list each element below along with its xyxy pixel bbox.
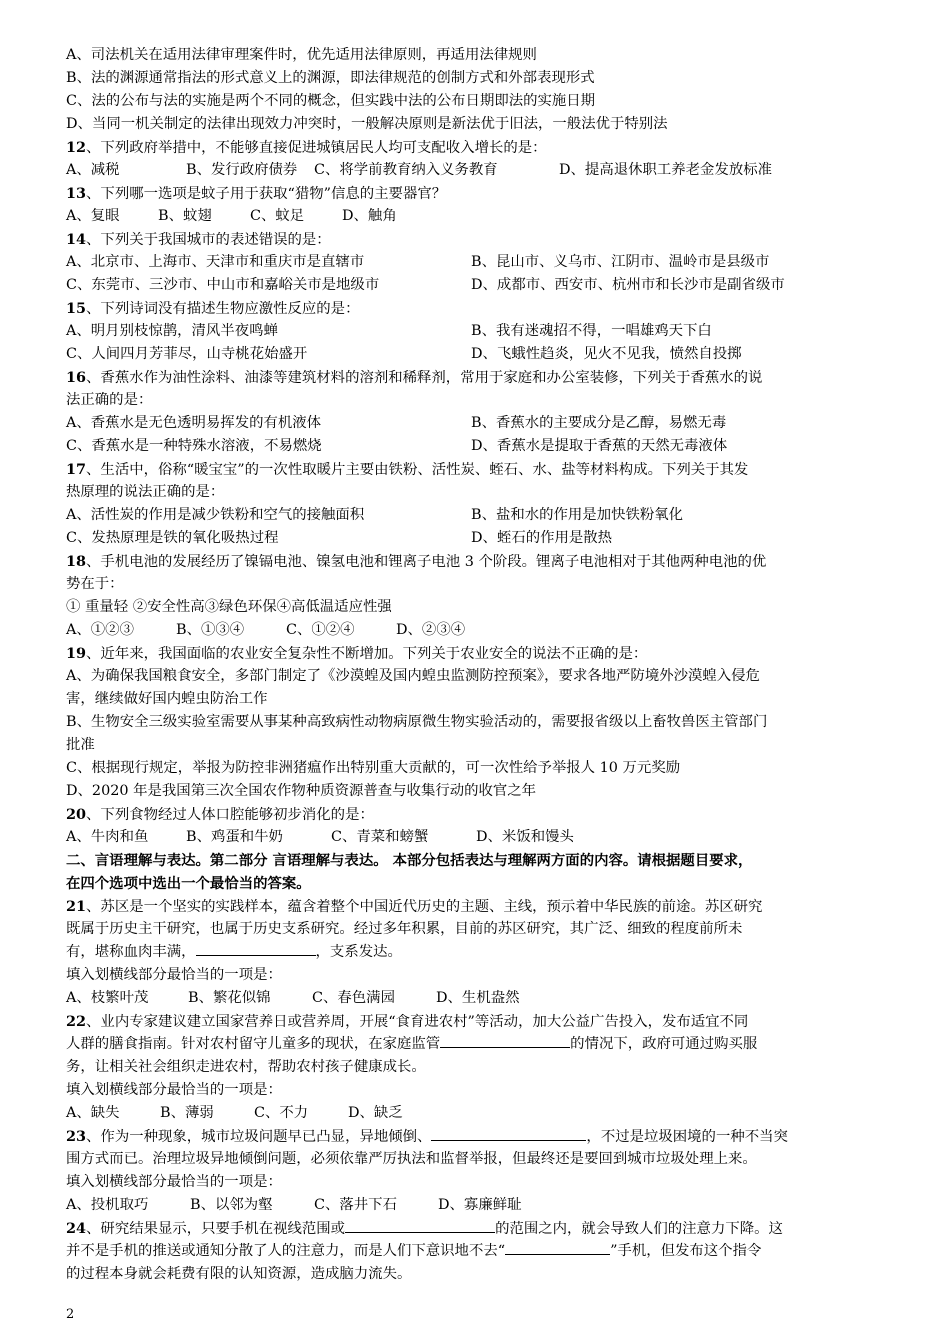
option-b: B、香蕉水的主要成分是乙醇，易燃无毒 [471,415,727,431]
question-15-options-row1 [66,320,886,343]
fill-blank [196,941,316,956]
option-a: A、减税 [66,162,120,178]
fill-blank [345,1218,495,1233]
question-21-line2: 既属于历史主干研究，也属于历史支系研究。经过多年积累，目前的苏区研究，其广泛、细致的程度前所未 [66,921,743,937]
option-b: B、生物安全三级实验室需要从事某种高致病性动物病原微生物实验活动的，需要报省级以上畜牧兽医主管部门 [66,714,768,730]
question-21-line3: 有，堪称血肉丰满， ，支系发达。 [66,941,886,964]
option-c: C、不力 [254,1105,309,1121]
option-a: A、缺失 [66,1105,120,1121]
question-21-stem [66,895,886,918]
question-13-options [66,205,886,228]
question-14-stem [66,228,886,251]
option-d: D、②③④ [396,622,466,638]
question-14-options-row2 [66,274,886,297]
option-b: B、蚊翅 [158,208,212,224]
question-20-options [66,826,886,849]
option-c: C、香蕉水是一种特殊水溶液，不易燃烧 [66,438,322,454]
section-heading-cont: 在四个选项中选出一个最恰当的答案。 [66,875,311,892]
question-14-options-row1 [66,251,886,274]
option-d: D、2020 年是我国第三次全国农作物种质资源普查与收集行动的收官之年 [66,783,537,799]
question-23-stem: 23、作为一种现象，城市垃圾问题早已凸显，异地倾倒、 ，不过是垃圾困境的一种不当突 [66,1128,788,1145]
option-d: D、飞蛾性趋炎，见火不见我，愤然自投掷 [471,346,742,362]
question-22-line2: 人群的膳食指南。针对农村留守儿童多的现状，在家庭监管 的情况下，政府可通过购买服 [66,1033,886,1056]
question-24-line3: 的过程本身就会耗费有限的认知资源，造成脑力流失。 [66,1266,412,1282]
page-number: 2 [66,1307,75,1322]
option-a-cont: 害，继续做好国内蝗虫防治工作 [66,691,268,707]
option-a: A、投机取巧 [66,1197,149,1213]
fill-blank [440,1033,570,1048]
question-number: 21 [66,898,87,915]
question-number: 22 [66,1013,87,1030]
option-c: C、东莞市、三沙市、中山市和嘉峪关市是地级市 [66,277,380,293]
option-a: A、①②③ [66,622,134,638]
question-19-stem [66,642,886,665]
question-18-stem-cont: 势在于： [66,576,124,592]
option-d: D、香蕉水是提取于香蕉的天然无毒液体 [471,438,728,454]
question-text: 、研究结果显示，只要手机在视线范围或 [86,1221,346,1237]
option-b-cont: 批准 [66,737,95,753]
option-b: B、薄弱 [160,1105,214,1121]
question-24-line2: 并不是手机的推送或通知分散了人的注意力，而是人们下意识地不去“ ”手机，但发布这个指令 [66,1240,886,1263]
option-b: B、盐和水的作用是加快铁粉氧化 [471,507,684,523]
question-17-options-row1 [66,504,886,527]
question-15-stem [66,297,886,320]
question-number: 19 [66,645,87,662]
question-text: 、下列哪一选项是蚊子用于获取“猎物”信息的主要器官？ [86,186,447,202]
question-21-options [66,987,886,1010]
fill-blank [431,1126,586,1141]
question-text: 、近年来，我国面临的农业安全复杂性不断增加。下列关于农业安全的说法不正确的是： [86,646,648,662]
option-c: C、蚊足 [250,208,305,224]
question-18-stem [66,550,886,573]
question-16-stem-cont: 法正确的是： [66,392,153,408]
question-text: 、手机电池的发展经历了镍镉电池、镍氢电池和锂离子电池 3 个阶段。锂离子电池相对于其他两种电池的优 [86,554,767,570]
option-d: D、蛭石的作用是散热 [471,530,613,546]
question-22-options [66,1102,886,1125]
option-d: D、提高退休职工养老金发放标准 [559,162,773,178]
question-text: 、苏区是一个坚实的实践样本，蕴含着整个中国近代历史的主题、主线，预示着中华民族的前途。苏区研究 [86,899,763,915]
question-22-line3: 务，让相关社会组织走进农村，帮助农村孩子健康成长。 [66,1059,426,1075]
fill-prompt: 填入划横线部分最恰当的一项是： [66,967,282,983]
option-b: B、我有迷魂招不得，一唱雄鸡天下白 [471,323,712,339]
option-b: B、鸡蛋和牛奶 [186,829,283,845]
option-a: A、明月别枝惊鹊，清风半夜鸣蝉 [66,323,278,339]
option-a: A、牛肉和鱼 [66,829,149,845]
question-16-options-row1 [66,412,886,435]
option-b: B、繁花似锦 [188,990,271,1006]
option-line: D、当同一机关制定的法律出现效力冲突时，一般解决原则是新法优于旧法，一般法优于特别法 [66,116,668,132]
question-text: 、作为一种现象，城市垃圾问题早已凸显，异地倾倒、 [86,1129,432,1145]
fill-prompt: 填入划横线部分最恰当的一项是： [66,1174,282,1190]
question-18-items: ① 重量轻 ②安全性高③绿色环保④高低温适应性强 [66,599,392,615]
question-text: 、生活中，俗称“暖宝宝”的一次性取暖片主要由铁粉、活性炭、蛭石、水、盐等材料构成。下列关于其发 [86,462,749,478]
option-b: B、昆山市、义乌市、江阴市、温岭市是县级市 [471,254,770,270]
exam-page [66,44,886,1286]
question-16-stem [66,366,886,389]
option-c: C、将学前教育纳入义务教育 [314,162,498,178]
question-12-options [66,159,886,182]
option-d: D、米饭和馒头 [476,829,574,845]
question-number: 16 [66,369,87,386]
option-c: C、春色满园 [312,990,395,1006]
option-d: D、寡廉鲜耻 [438,1197,522,1213]
question-number: 15 [66,300,87,317]
question-12-stem [66,136,886,159]
question-text: 、业内专家建议建立国家营养日或营养周，开展“食育进农村”等活动，加大公益广告投入，发布适宜不同 [86,1014,749,1030]
option-c: C、发热原理是铁的氧化吸热过程 [66,530,279,546]
option-line: A、司法机关在适用法律审理案件时，优先适用法律原则，再适用法律规则 [66,47,537,63]
question-20-stem [66,803,886,826]
question-number: 14 [66,231,87,248]
option-a: A、活性炭的作用是减少铁粉和空气的接触面积 [66,507,365,523]
question-text: 、下列关于我国城市的表述错误的是： [86,232,331,248]
question-text: 、香蕉水作为油性涂料、油漆等建筑材料的溶剂和稀释剂，常用于家庭和办公室装修，下列关于香蕉水的说 [86,370,763,386]
question-text: 、下列诗词没有描述生物应激性反应的是： [86,301,360,317]
fill-prompt: 填入划横线部分最恰当的一项是： [66,1082,282,1098]
option-b: B、发行政府债券 [186,162,298,178]
option-a: A、北京市、上海市、天津市和重庆市是直辖市 [66,254,365,270]
fill-blank [505,1240,610,1255]
question-17-stem [66,458,886,481]
question-number: 18 [66,553,87,570]
option-d: D、成都市、西安市、杭州市和长沙市是副省级市 [471,277,785,293]
question-16-options-row2 [66,435,886,458]
option-c: C、根据现行规定，举报为防控非洲猪瘟作出特别重大贡献的，可一次性给予举报人 10 万元奖励 [66,760,681,776]
section-heading: 二、言语理解与表达。第二部分 言语理解与表达。 本部分包括表达与理解两方面的内容。请根据题目要求， [66,852,753,869]
question-15-options-row2 [66,343,886,366]
question-17-options-row2 [66,527,886,550]
option-line: B、法的渊源通常指法的形式意义上的渊源，即法律规范的创制方式和外部表现形式 [66,70,595,86]
question-text: 、下列政府举措中，不能够直接促进城镇居民人均可支配收入增长的是： [86,140,547,156]
question-number: 20 [66,806,87,823]
option-a: A、为确保我国粮食安全，多部门制定了《沙漠蝗及国内蝗虫监测防控预案》，要求各地严防境外沙漠蝗入侵危 [66,668,760,684]
question-18-options [66,619,886,642]
option-b: B、①③④ [176,622,245,638]
question-number: 23 [66,1128,87,1145]
question-number: 12 [66,139,87,156]
question-23-options [66,1194,886,1217]
question-number: 13 [66,185,87,202]
option-a: A、香蕉水是无色透明易挥发的有机液体 [66,415,322,431]
option-c: C、青菜和螃蟹 [331,829,429,845]
question-number: 17 [66,461,87,478]
question-13-stem [66,182,886,205]
question-text: 、下列食物经过人体口腔能够初步消化的是： [86,807,374,823]
option-d: D、缺乏 [348,1105,403,1121]
question-number: 24 [66,1220,87,1237]
option-d: D、触角 [342,208,397,224]
option-a: A、枝繁叶茂 [66,990,149,1006]
option-b: B、以邻为壑 [190,1197,273,1213]
option-d: D、生机盎然 [436,990,520,1006]
question-17-stem-cont: 热原理的说法正确的是： [66,484,225,500]
question-24-stem: 24、研究结果显示，只要手机在视线范围或 的范围之内，就会导致人们的注意力下降。这 [66,1220,783,1237]
option-line: C、法的公布与法的实施是两个不同的概念，但实践中法的公布日期即法的实施日期 [66,93,596,109]
question-23-line2: 围方式而已。治理垃圾异地倾倒问题，必须依靠严厉执法和监督举报，但最终还是要回到城市垃圾处理上来。 [66,1151,757,1167]
option-c: C、人间四月芳菲尽，山寺桃花始盛开 [66,346,308,362]
option-c: C、落井下石 [314,1197,397,1213]
question-22-stem [66,1010,886,1033]
option-a: A、复眼 [66,208,120,224]
option-c: C、①②④ [286,622,355,638]
